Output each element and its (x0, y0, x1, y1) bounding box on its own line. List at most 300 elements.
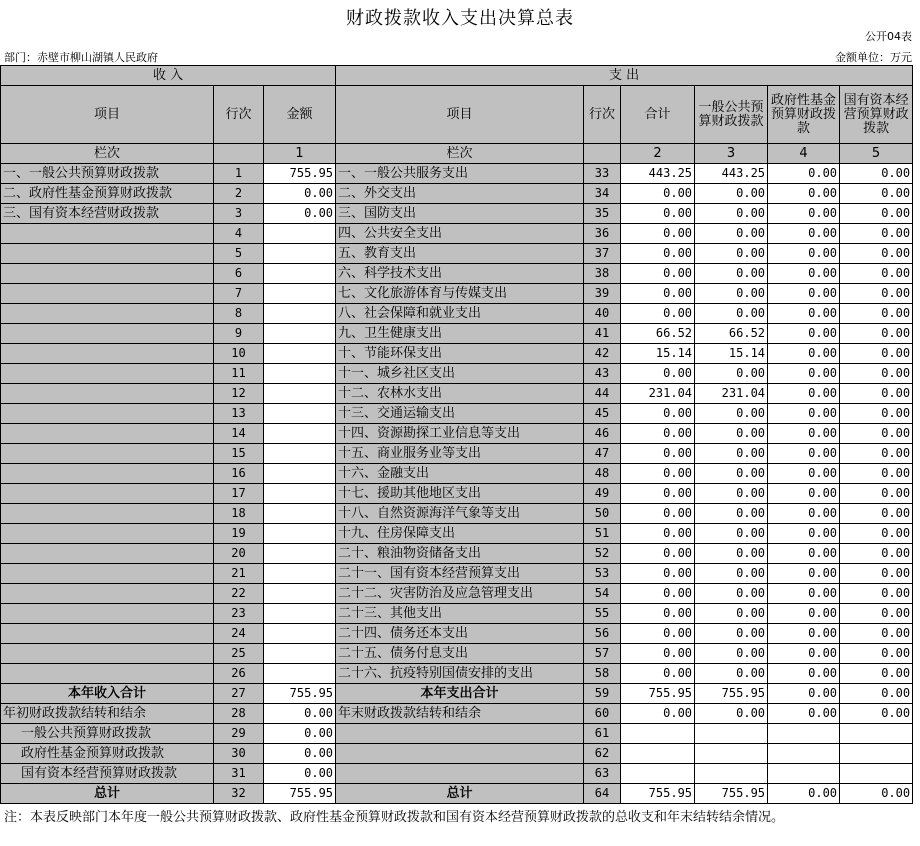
amount-cell: 0.00 (840, 704, 913, 724)
amount-cell: 0.00 (695, 504, 768, 524)
table-row (1, 484, 913, 504)
row-number: 30 (214, 744, 264, 764)
table-row (1, 184, 913, 204)
row-label: 一、一般公共预算财政拨款 (1, 164, 214, 184)
page-title: 财政拨款收入支出决算总表 (346, 8, 574, 29)
row-label (1, 584, 214, 604)
row-label (1, 384, 214, 404)
amount-cell (264, 604, 336, 624)
row-label: 十六、金融支出 (336, 464, 584, 484)
row-number: 12 (214, 384, 264, 404)
row-number: 35 (584, 204, 621, 224)
row-label: 九、卫生健康支出 (336, 324, 584, 344)
table-row (1, 744, 913, 764)
row-no-header: 行次 (214, 86, 264, 144)
amount-cell: 0.00 (768, 564, 840, 584)
amount-cell: 0.00 (768, 384, 840, 404)
row-number: 13 (214, 404, 264, 424)
amount-cell: 755.95 (695, 684, 768, 704)
row-label: 二、政府性基金预算财政拨款 (1, 184, 214, 204)
row-number: 34 (584, 184, 621, 204)
amount-cell (264, 524, 336, 544)
amount-cell: 0.00 (768, 304, 840, 324)
amount-cell: 0.00 (695, 704, 768, 724)
amount-cell: 0.00 (768, 404, 840, 424)
amount-cell: 66.52 (695, 324, 768, 344)
amount-cell: 0.00 (621, 564, 695, 584)
amount-cell: 0.00 (768, 624, 840, 644)
row-label (1, 524, 214, 544)
amount-cell: 15.14 (695, 344, 768, 364)
amount-cell: 0.00 (768, 324, 840, 344)
amount-cell: 0.00 (621, 484, 695, 504)
amount-cell: 0.00 (840, 424, 913, 444)
amount-cell: 0.00 (768, 704, 840, 724)
row-label (1, 284, 214, 304)
amount-cell (264, 384, 336, 404)
amount-cell: 0.00 (768, 584, 840, 604)
amount-cell: 0.00 (621, 584, 695, 604)
table-row (1, 364, 913, 384)
amount-cell: 0.00 (768, 464, 840, 484)
amount-cell: 0.00 (621, 304, 695, 324)
item-header: 项目 (1, 86, 214, 144)
table-row (1, 264, 913, 284)
amount-cell: 0.00 (840, 464, 913, 484)
amount-cell (264, 644, 336, 664)
row-number: 31 (214, 764, 264, 784)
row-number: 16 (214, 464, 264, 484)
row-number: 24 (214, 624, 264, 644)
column-index-label: 栏次 (336, 144, 584, 164)
item-header: 项目 (336, 86, 584, 144)
capital-budget-header: 国有资本经营预算财政拨款 (840, 86, 913, 144)
amount-cell: 0.00 (695, 604, 768, 624)
row-label: 十、节能环保支出 (336, 344, 584, 364)
amount-cell: 0.00 (840, 584, 913, 604)
amount-cell: 0.00 (768, 184, 840, 204)
amount-cell: 0.00 (695, 184, 768, 204)
row-number: 11 (214, 364, 264, 384)
amount-cell: 0.00 (840, 304, 913, 324)
income-total-value: 755.95 (264, 684, 336, 704)
row-label (1, 244, 214, 264)
income-header: 收 入 (1, 66, 336, 86)
row-label: 五、教育支出 (336, 244, 584, 264)
table-row (1, 504, 913, 524)
amount-cell: 0.00 (768, 644, 840, 664)
column-index: 3 (695, 144, 768, 164)
amount-cell: 0.00 (695, 464, 768, 484)
row-label (1, 224, 214, 244)
row-number: 38 (584, 264, 621, 284)
amount-cell: 755.95 (264, 164, 336, 184)
row-number: 1 (214, 164, 264, 184)
table-row (1, 324, 913, 344)
table-row (1, 564, 913, 584)
row-label (1, 564, 214, 584)
row-label: 国有资本经营预算财政拨款 (1, 764, 214, 784)
amount-cell: 0.00 (840, 164, 913, 184)
expense-total-label: 本年支出合计 (336, 684, 584, 704)
amount-cell: 0.00 (621, 604, 695, 624)
row-label (1, 604, 214, 624)
table-row (1, 524, 913, 544)
amount-cell: 0.00 (621, 664, 695, 684)
grand-total-label: 总计 (336, 784, 584, 804)
amount-cell: 0.00 (840, 564, 913, 584)
amount-cell: 0.00 (768, 364, 840, 384)
row-label: 十七、援助其他地区支出 (336, 484, 584, 504)
amount-cell: 0.00 (695, 544, 768, 564)
amount-cell: 755.95 (264, 784, 336, 804)
row-label (1, 444, 214, 464)
amount-cell: 443.25 (695, 164, 768, 184)
general-budget-header: 一般公共预算财政拨款 (695, 86, 768, 144)
row-label: 十九、住房保障支出 (336, 524, 584, 544)
amount-cell: 0.00 (840, 504, 913, 524)
row-number: 48 (584, 464, 621, 484)
table-row (1, 204, 913, 224)
amount-cell: 0.00 (768, 604, 840, 624)
row-label: 四、公共安全支出 (336, 224, 584, 244)
amount-cell: 0.00 (621, 404, 695, 424)
amount-cell: 0.00 (621, 624, 695, 644)
row-number: 14 (214, 424, 264, 444)
row-label: 十四、资源勘探工业信息等支出 (336, 424, 584, 444)
row-number: 56 (584, 624, 621, 644)
table-row (1, 424, 913, 444)
amount-cell: 0.00 (840, 664, 913, 684)
table-row (1, 244, 913, 264)
amount-cell: 0.00 (840, 404, 913, 424)
row-number: 29 (214, 724, 264, 744)
row-label (1, 304, 214, 324)
amount-cell: 0.00 (621, 464, 695, 484)
amount-cell: 0.00 (695, 224, 768, 244)
amount-cell: 0.00 (621, 704, 695, 724)
row-number: 51 (584, 524, 621, 544)
row-label: 七、文化旅游体育与传媒支出 (336, 284, 584, 304)
amount-cell (264, 284, 336, 304)
table-code: 公开04表 (865, 30, 912, 43)
row-number: 26 (214, 664, 264, 684)
row-label: 十一、城乡社区支出 (336, 364, 584, 384)
row-number: 22 (214, 584, 264, 604)
row-label: 二十三、其他支出 (336, 604, 584, 624)
amount-cell: 0.00 (840, 544, 913, 564)
amount-cell: 0.00 (621, 284, 695, 304)
amount-cell: 0.00 (840, 324, 913, 344)
amount-cell (264, 584, 336, 604)
amount-cell: 0.00 (840, 224, 913, 244)
amount-cell: 0.00 (695, 444, 768, 464)
table-row (1, 644, 913, 664)
row-number: 8 (214, 304, 264, 324)
table-row (1, 704, 913, 724)
amount-cell: 0.00 (621, 264, 695, 284)
table-row (1, 384, 913, 404)
amount-cell (264, 304, 336, 324)
row-label (1, 624, 214, 644)
amount-cell: 0.00 (695, 244, 768, 264)
row-number: 40 (584, 304, 621, 324)
row-number: 3 (214, 204, 264, 224)
row-number: 57 (584, 644, 621, 664)
row-number: 52 (584, 544, 621, 564)
row-number: 47 (584, 444, 621, 464)
table-row (1, 304, 913, 324)
amount-cell: 0.00 (695, 644, 768, 664)
table-row (1, 284, 913, 304)
row-number: 23 (214, 604, 264, 624)
amount-cell: 231.04 (695, 384, 768, 404)
amount-cell: 0.00 (621, 204, 695, 224)
amount-cell (264, 364, 336, 384)
row-label: 政府性基金预算财政拨款 (1, 744, 214, 764)
amount-cell (264, 444, 336, 464)
amount-cell: 0.00 (621, 184, 695, 204)
row-number: 15 (214, 444, 264, 464)
amount-cell: 0.00 (695, 204, 768, 224)
row-label (1, 464, 214, 484)
row-number: 20 (214, 544, 264, 564)
amount-header: 金额 (264, 86, 336, 144)
unit-label: 金额单位：万元 (835, 51, 912, 64)
row-label (1, 544, 214, 564)
row-number: 6 (214, 264, 264, 284)
row-number: 45 (584, 404, 621, 424)
table-row (1, 164, 913, 184)
column-index: 1 (264, 144, 336, 164)
row-number: 50 (584, 504, 621, 524)
row-label: 一、一般公共服务支出 (336, 164, 584, 184)
table-row (1, 344, 913, 364)
amount-cell (264, 344, 336, 364)
amount-cell (264, 624, 336, 644)
amount-cell: 0.00 (768, 484, 840, 504)
table-row (1, 464, 913, 484)
row-no-header: 行次 (584, 86, 621, 144)
amount-cell: 0.00 (768, 224, 840, 244)
end-balance-label: 年末财政拨款结转和结余 (336, 704, 584, 724)
amount-cell: 0.00 (768, 164, 840, 184)
amount-cell: 0.00 (621, 544, 695, 564)
row-number: 18 (214, 504, 264, 524)
row-label: 十三、交通运输支出 (336, 404, 584, 424)
amount-cell: 0.00 (768, 504, 840, 524)
amount-cell: 0.00 (768, 204, 840, 224)
row-number: 42 (584, 344, 621, 364)
amount-cell: 0.00 (695, 564, 768, 584)
amount-cell (264, 224, 336, 244)
amount-cell: 0.00 (840, 524, 913, 544)
row-label: 十二、农林水支出 (336, 384, 584, 404)
row-number: 60 (584, 704, 621, 724)
amount-cell: 0.00 (840, 264, 913, 284)
row-label (1, 644, 214, 664)
table-row (1, 544, 913, 564)
amount-cell: 0.00 (264, 764, 336, 784)
amount-cell: 0.00 (768, 424, 840, 444)
amount-cell: 0.00 (840, 284, 913, 304)
row-label: 二十五、债务付息支出 (336, 644, 584, 664)
amount-cell (264, 484, 336, 504)
income-total-label: 本年收入合计 (1, 684, 214, 704)
amount-cell: 0.00 (264, 204, 336, 224)
amount-cell: 0.00 (695, 304, 768, 324)
amount-cell: 0.00 (840, 484, 913, 504)
column-index: 2 (621, 144, 695, 164)
grand-total-label: 总计 (1, 784, 214, 804)
amount-cell: 0.00 (695, 664, 768, 684)
table-row (1, 444, 913, 464)
row-number: 5 (214, 244, 264, 264)
row-label (1, 344, 214, 364)
amount-cell: 443.25 (621, 164, 695, 184)
amount-cell: 0.00 (840, 624, 913, 644)
row-number: 33 (584, 164, 621, 184)
amount-cell: 0.00 (840, 364, 913, 384)
row-number: 9 (214, 324, 264, 344)
row-label: 三、国有资本经营财政拨款 (1, 204, 214, 224)
amount-cell (264, 244, 336, 264)
amount-cell: 0.00 (768, 784, 840, 804)
row-label: 二、外交支出 (336, 184, 584, 204)
table-row (1, 404, 913, 424)
amount-cell (264, 564, 336, 584)
amount-cell: 0.00 (695, 524, 768, 544)
row-number: 62 (584, 744, 621, 764)
row-number: 37 (584, 244, 621, 264)
amount-cell (264, 464, 336, 484)
row-number: 41 (584, 324, 621, 344)
row-label (1, 424, 214, 444)
row-number: 46 (584, 424, 621, 444)
amount-cell: 0.00 (621, 364, 695, 384)
total-header: 合计 (621, 86, 695, 144)
amount-cell (264, 544, 336, 564)
row-number: 4 (214, 224, 264, 244)
budget-table (0, 65, 913, 804)
amount-cell: 0.00 (264, 744, 336, 764)
amount-cell (264, 504, 336, 524)
row-label (1, 504, 214, 524)
row-label: 二十二、灾害防治及应急管理支出 (336, 584, 584, 604)
amount-cell: 0.00 (695, 584, 768, 604)
row-number: 58 (584, 664, 621, 684)
department-label: 部门：赤壁市柳山湖镇人民政府 (4, 51, 158, 64)
amount-cell: 0.00 (840, 444, 913, 464)
row-number: 19 (214, 524, 264, 544)
amount-cell: 0.00 (695, 404, 768, 424)
row-label: 二十一、国有资本经营预算支出 (336, 564, 584, 584)
row-label: 六、科学技术支出 (336, 264, 584, 284)
amount-cell: 0.00 (621, 424, 695, 444)
amount-cell (264, 424, 336, 444)
amount-cell: 0.00 (695, 624, 768, 644)
amount-cell: 0.00 (840, 784, 913, 804)
row-label (1, 324, 214, 344)
amount-cell: 0.00 (768, 244, 840, 264)
amount-cell: 0.00 (840, 644, 913, 664)
column-index: 4 (768, 144, 840, 164)
row-label: 二十、粮油物资储备支出 (336, 544, 584, 564)
amount-cell: 0.00 (768, 264, 840, 284)
amount-cell: 0.00 (695, 284, 768, 304)
row-label: 二十四、债务还本支出 (336, 624, 584, 644)
row-number: 49 (584, 484, 621, 504)
row-number: 36 (584, 224, 621, 244)
amount-cell: 0.00 (621, 224, 695, 244)
amount-cell: 66.52 (621, 324, 695, 344)
amount-cell: 0.00 (768, 684, 840, 704)
amount-cell: 0.00 (840, 344, 913, 364)
amount-cell: 0.00 (840, 204, 913, 224)
row-number: 39 (584, 284, 621, 304)
table-row (1, 684, 913, 704)
table-row (1, 724, 913, 744)
amount-cell: 0.00 (695, 264, 768, 284)
amount-cell: 0.00 (840, 684, 913, 704)
row-number: 64 (584, 784, 621, 804)
row-number: 44 (584, 384, 621, 404)
amount-cell: 0.00 (768, 544, 840, 564)
expense-header: 支 出 (336, 66, 913, 86)
amount-cell: 0.00 (621, 644, 695, 664)
amount-cell: 15.14 (621, 344, 695, 364)
amount-cell: 0.00 (768, 524, 840, 544)
row-label: 十五、商业服务业等支出 (336, 444, 584, 464)
amount-cell: 0.00 (264, 184, 336, 204)
amount-cell (264, 264, 336, 284)
table-row (1, 584, 913, 604)
row-label (1, 484, 214, 504)
amount-cell: 755.95 (621, 784, 695, 804)
row-number: 55 (584, 604, 621, 624)
row-number: 43 (584, 364, 621, 384)
row-label: 二十六、抗疫特别国债安排的支出 (336, 664, 584, 684)
table-row (1, 764, 913, 784)
row-label: 十八、自然资源海洋气象等支出 (336, 504, 584, 524)
amount-cell: 0.00 (621, 524, 695, 544)
amount-cell (264, 324, 336, 344)
table-row (1, 604, 913, 624)
table-row (1, 664, 913, 684)
amount-cell: 0.00 (264, 724, 336, 744)
row-label: 八、社会保障和就业支出 (336, 304, 584, 324)
row-number: 2 (214, 184, 264, 204)
row-label (1, 264, 214, 284)
amount-cell (264, 664, 336, 684)
row-label (1, 664, 214, 684)
amount-cell: 0.00 (621, 504, 695, 524)
row-label (1, 404, 214, 424)
column-index: 5 (840, 144, 913, 164)
row-number: 54 (584, 584, 621, 604)
row-label: 一般公共预算财政拨款 (1, 724, 214, 744)
amount-cell: 231.04 (621, 384, 695, 404)
amount-cell: 0.00 (621, 244, 695, 264)
footnote: 注：本表反映部门本年度一般公共预算财政拨款、政府性基金预算财政拨款和国有资本经营预算财政拨款的总收支和年末结转结余情况。 (4, 810, 785, 825)
row-number: 7 (214, 284, 264, 304)
row-label (1, 364, 214, 384)
row-number: 63 (584, 764, 621, 784)
amount-cell: 0.00 (768, 664, 840, 684)
row-number: 32 (214, 784, 264, 804)
column-index-label: 栏次 (1, 144, 214, 164)
amount-cell: 0.00 (840, 184, 913, 204)
